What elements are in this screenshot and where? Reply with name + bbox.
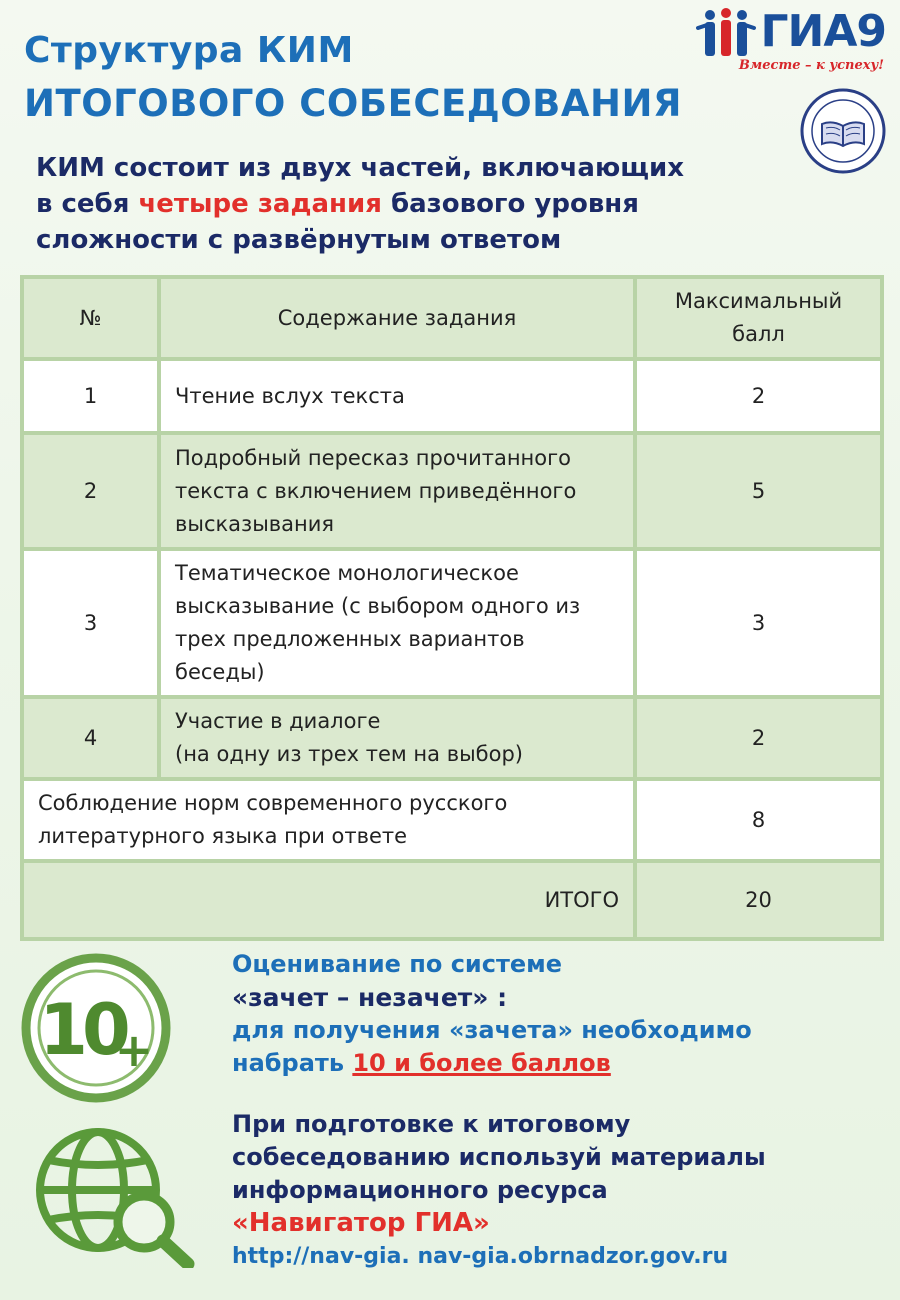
total-score: 20 (637, 863, 880, 937)
intro-line2-post: базового уровня (381, 189, 639, 219)
gia-people-icon (696, 6, 758, 58)
norms-text: Соблюдение норм современного русского литературного языка при ответе (24, 781, 633, 859)
gia9-slogan: Вместе – к успеху! (738, 58, 884, 73)
row-score: 3 (637, 551, 880, 695)
eval-line2: «зачет – незачет» : (232, 983, 508, 1012)
kim-structure-table (20, 275, 884, 941)
intro-text (36, 150, 796, 258)
eval-line1: Оценивание по системе (232, 950, 563, 978)
badge-plus: + (114, 1023, 154, 1077)
preparation-block (232, 1108, 882, 1273)
ministry-seal-icon (800, 88, 886, 174)
eval-highlight: 10 и более баллов (352, 1049, 611, 1077)
row-content-line1: Участие в диалоге (175, 709, 381, 733)
row-num: 1 (24, 361, 157, 431)
evaluation-block (232, 948, 872, 1080)
table-row (24, 435, 880, 547)
row-num: 4 (24, 699, 157, 777)
header-score: Максимальный балл (637, 279, 880, 357)
row-content (161, 699, 633, 777)
navigator-link[interactable]: http://nav-gia. nav-gia.obrnadzor.gov.ru (232, 1244, 729, 1269)
gia9-logo-text: ГИА9 (760, 6, 886, 57)
intro-line3: сложности с развёрнутым ответом (36, 225, 562, 255)
gia9-logo (696, 6, 886, 76)
row-score: 2 (637, 361, 880, 431)
norms-score: 8 (637, 781, 880, 859)
table-row (24, 551, 880, 695)
intro-line1: КИМ состоит из двух частей, включающих (36, 153, 684, 183)
row-num: 3 (24, 551, 157, 695)
row-content: Чтение вслух текста (161, 361, 633, 431)
header-num: № (24, 279, 157, 357)
globe-search-icon (20, 1118, 200, 1268)
total-label: ИТОГО (24, 863, 633, 937)
row-content: Подробный пересказ прочитанного текста с включением приведённого высказывания (161, 435, 633, 547)
table-row (24, 699, 880, 777)
prep-line2: собеседованию используй материалы (232, 1143, 766, 1171)
eval-line4-pre: набрать (232, 1049, 353, 1077)
page-title-line1: Структура КИМ (24, 30, 354, 71)
row-score: 2 (637, 699, 880, 777)
intro-line2-pre: в себя (36, 189, 139, 219)
row-content: Тематическое монологическое высказывание (с выбором одного из трех предложенных вариантов беседы) (161, 551, 633, 695)
row-content-line2: (на одну из трех тем на выбор) (175, 742, 523, 766)
ten-plus-badge-icon (18, 950, 178, 1110)
page-title-line2: ИТОГОВОГО СОБЕСЕДОВАНИЯ (24, 82, 682, 125)
row-num: 2 (24, 435, 157, 547)
badge-number: 10 (39, 989, 125, 1071)
header-content: Содержание задания (161, 279, 633, 357)
table-total-row (24, 863, 880, 937)
row-score: 5 (637, 435, 880, 547)
navigator-title: «Навигатор ГИА» (232, 1208, 490, 1238)
prep-line3: информационного ресурса (232, 1176, 608, 1204)
eval-line3: для получения «зачета» необходимо (232, 1016, 752, 1044)
table-row (24, 361, 880, 431)
intro-highlight: четыре задания (138, 189, 382, 219)
table-norms-row (24, 781, 880, 859)
table-header-row (24, 279, 880, 357)
prep-line1: При подготовке к итоговому (232, 1110, 631, 1138)
